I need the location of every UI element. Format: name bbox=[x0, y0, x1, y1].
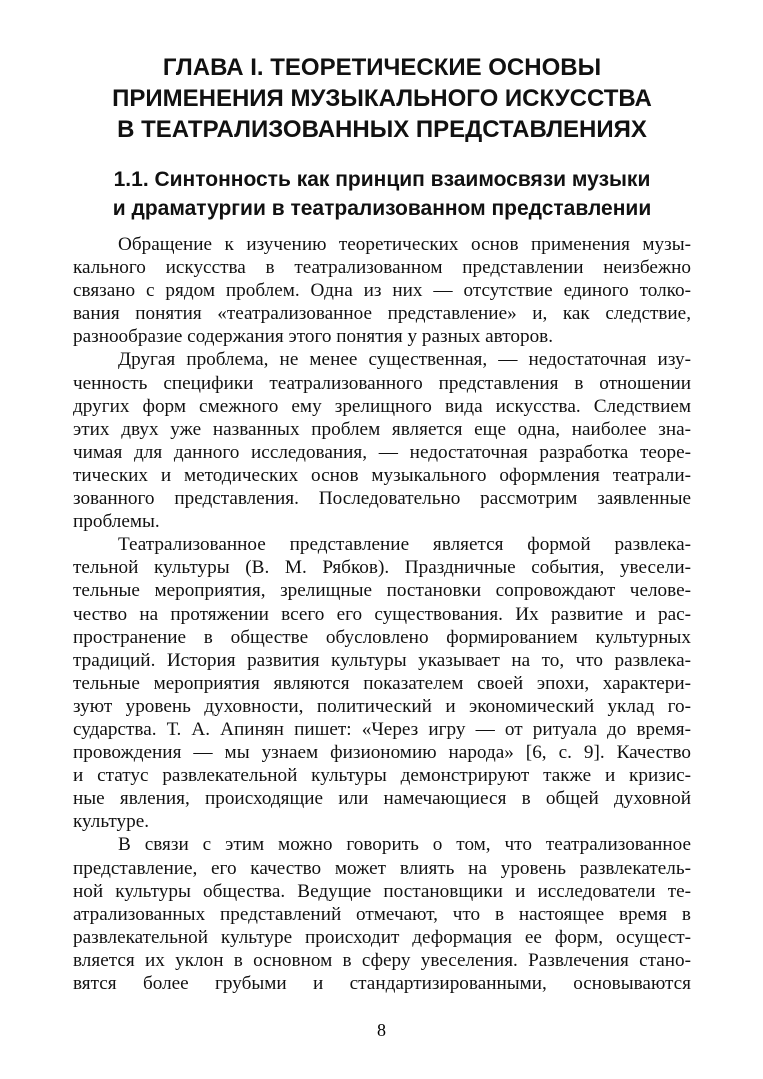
text-line: ченность специфики театрализованного представления в отношении bbox=[73, 372, 691, 394]
text-line: чество на протяжении всего его существования. Их развитие и рас- bbox=[73, 603, 691, 625]
text-line: этих двух уже названных проблем является еще одна, наиболее зна- bbox=[73, 418, 691, 440]
page-number: 8 bbox=[377, 1020, 386, 1040]
text-line: кального искусства в театрализованном представлении неизбежно bbox=[73, 257, 691, 279]
paragraph-2 bbox=[73, 348, 691, 533]
text-line: провождения — мы узнаем физиономию народа» [6, с. 9]. Качество bbox=[73, 742, 691, 764]
chapter-title-line: ПРИМЕНЕНИЯ МУЗЫКАЛЬНОГО ИСКУССТВА bbox=[112, 85, 652, 112]
text-line: вляется их уклон в основном в сферу увеселения. Развлечения стано- bbox=[73, 949, 691, 971]
paragraph-4 bbox=[73, 833, 691, 995]
paragraph-3 bbox=[73, 533, 691, 833]
text-line: Театрализованное представление является формой развлека- bbox=[118, 534, 691, 556]
text-line: зуют уровень духовности, политический и экономический уклад го- bbox=[73, 695, 691, 717]
text-line: представление, его качество может влиять на уровень развлекатель- bbox=[73, 857, 691, 879]
text-line: связано с рядом проблем. Одна из них — отсутствие единого толко- bbox=[73, 280, 691, 302]
text-line: тических и методических основ музыкального оформления театрали- bbox=[73, 464, 691, 486]
chapter-title bbox=[73, 52, 691, 145]
text-line: чимая для данного исследования, — недостаточная разработка теоре- bbox=[73, 441, 691, 463]
section-title-line: и драматургии в театрализованном представлении bbox=[112, 197, 652, 220]
text-line: сударства. Т. А. Апинян пишет: «Через игру — от ритуала до время- bbox=[73, 718, 691, 740]
text-line: вятся более грубыми и стандартизированными, основываются bbox=[73, 973, 691, 994]
text-line: Другая проблема, не менее существенная, — недостаточная изу- bbox=[118, 349, 691, 371]
text-line: ной культуры общества. Ведущие постановщики и исследователи те- bbox=[73, 880, 691, 902]
text-line: разнообразие содержания этого понятия у разных авторов. bbox=[73, 326, 554, 348]
text-line: культуре. bbox=[73, 811, 150, 833]
text-line: В связи с этим можно говорить о том, что театрализованное bbox=[118, 834, 691, 856]
section-title-line: 1.1. Синтонность как принцип взаимосвязи музыки bbox=[113, 168, 651, 191]
text-line: зованного представления. Последовательно рассмотрим заявленные bbox=[73, 488, 691, 510]
text-line: Обращение к изучению теоретических основ применения музы- bbox=[118, 234, 691, 255]
chapter-title-line: В ТЕАТРАЛИЗОВАННЫХ ПРЕДСТАВЛЕНИЯХ bbox=[117, 116, 647, 143]
text-line: других форм смежного ему зрелищного вида искусства. Следствием bbox=[73, 395, 691, 417]
text-line: развлекательной культуре происходит деформация ее форм, осущест- bbox=[73, 926, 691, 948]
text-line: атрализованных представлений отмечают, что в настоящее время в bbox=[73, 903, 691, 925]
text-line: ные явления, происходящие или намечающиеся в общей духовной bbox=[73, 788, 691, 810]
text-line: тельные мероприятия являются показателем своей эпохи, характери- bbox=[73, 672, 691, 694]
chapter-title-line: ГЛАВА I. ТЕОРЕТИЧЕСКИЕ ОСНОВЫ bbox=[162, 54, 602, 81]
text-line: традиций. История развития культуры указывает на то, что развлека- bbox=[73, 649, 691, 671]
text-line: тельной культуры (В. М. Рябков). Праздничные события, увесели- bbox=[73, 557, 691, 579]
body-text bbox=[73, 233, 691, 995]
text-line: пространение в обществе обусловлено формированием культурных bbox=[73, 626, 691, 648]
text-line: тельные мероприятия, зрелищные постановки сопровождают челове- bbox=[73, 580, 691, 602]
text-line: проблемы. bbox=[73, 511, 160, 533]
text-line: и статус развлекательной культуры демонстрируют также и кризис- bbox=[73, 765, 691, 787]
paragraph-1 bbox=[73, 233, 691, 348]
section-title bbox=[73, 165, 691, 223]
text-line: вания понятия «театрализованное представление» и, как следствие, bbox=[73, 303, 691, 325]
